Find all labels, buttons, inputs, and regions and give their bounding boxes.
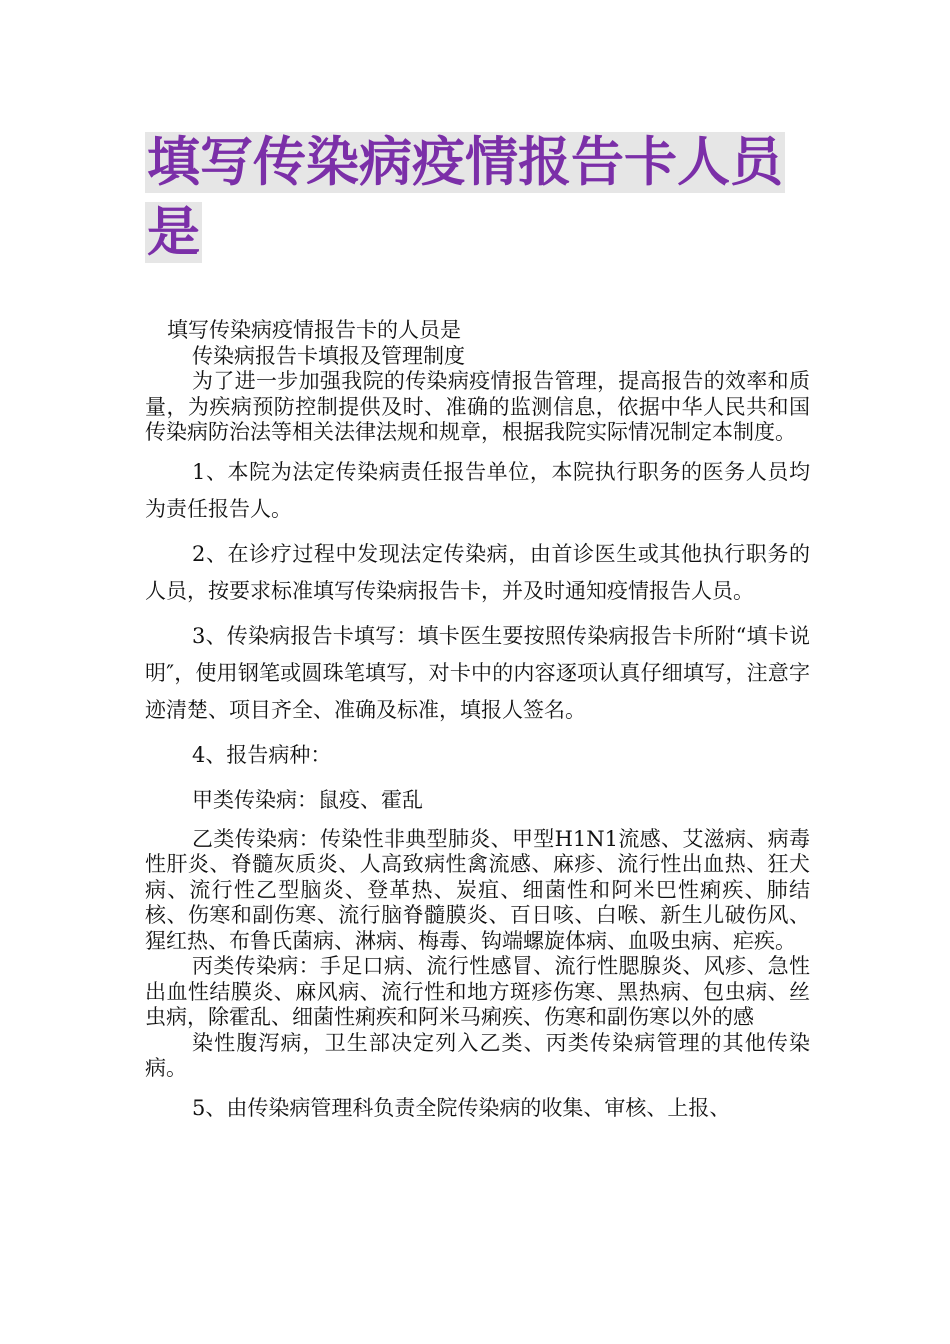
item-5: 5、由传染病管理科负责全院传染病的收集、审核、上报、 [192,1095,731,1120]
section-heading: 传染病报告卡填报及管理制度 [192,343,465,368]
class-b-diseases: 乙类传染病：传染性非典型肺炎、甲型H1N1流感、艾滋病、病毒性肝炎、脊髓灰质炎、人高致病性禽流感、麻疹、流行性出血热、狂犬病、流行性乙型脑炎、登革热、炭疽、细菌性和阿米巴性痢疾、肺结核、伤寒和副伤寒、流行脑脊髓膜炎、百日咳、白喉、新生儿破伤风、猩红热、布鲁氏菌病、淋病、梅毒、钩端螺旋体病、血吸虫病、疟疾。 [145,826,810,953]
class-c-continued: 染性腹泻病，卫生部决定列入乙类、丙类传染病管理的其他传染病。 [145,1030,810,1080]
class-c-diseases: 丙类传染病：手足口病、流行性感冒、流行性腮腺炎、风疹、急性出血性结膜炎、麻风病、流行性和地方斑疹伤寒、黑热病、包虫病、丝虫病，除霍乱、细菌性痢疾和阿米马痢疾、伤寒和副伤寒以外的感 [145,954,810,1029]
item-1: 1、本院为法定传染病责任报告单位，本院执行职务的医务人员均为责任报告人。 [145,459,810,521]
class-a-diseases: 甲类传染病：鼠疫、霍乱 [192,787,423,812]
item-3: 3、传染病报告卡填写：填卡医生要按照传染病报告卡所附“填卡说明″，使用钢笔或圆珠笔填写，对卡中的内容逐项认真仔细填写，注意字迹清楚、项目齐全、准确及标准，填报人签名。 [145,623,810,722]
subtitle: 填写传染病疫情报告卡的人员是 [167,318,461,342]
intro-paragraph: 为了进一步加强我院的传染病疫情报告管理，提高报告的效率和质量，为疾病预防控制提供及时、准确的监测信息，依据中华人民共和国传染病防治法等相关法律法规和规章，根据我院实际情况制定本制度。 [145,369,810,444]
document-body [145,318,810,1127]
item-4: 4、报告病种： [192,742,332,767]
item-2: 2、在诊疗过程中发现法定传染病，由首诊医生或其他执行职务的人员，按要求标准填写传染病报告卡，并及时通知疫情报告人员。 [145,541,810,603]
document-title: 填写传染病疫情报告卡人员是 [147,132,783,263]
